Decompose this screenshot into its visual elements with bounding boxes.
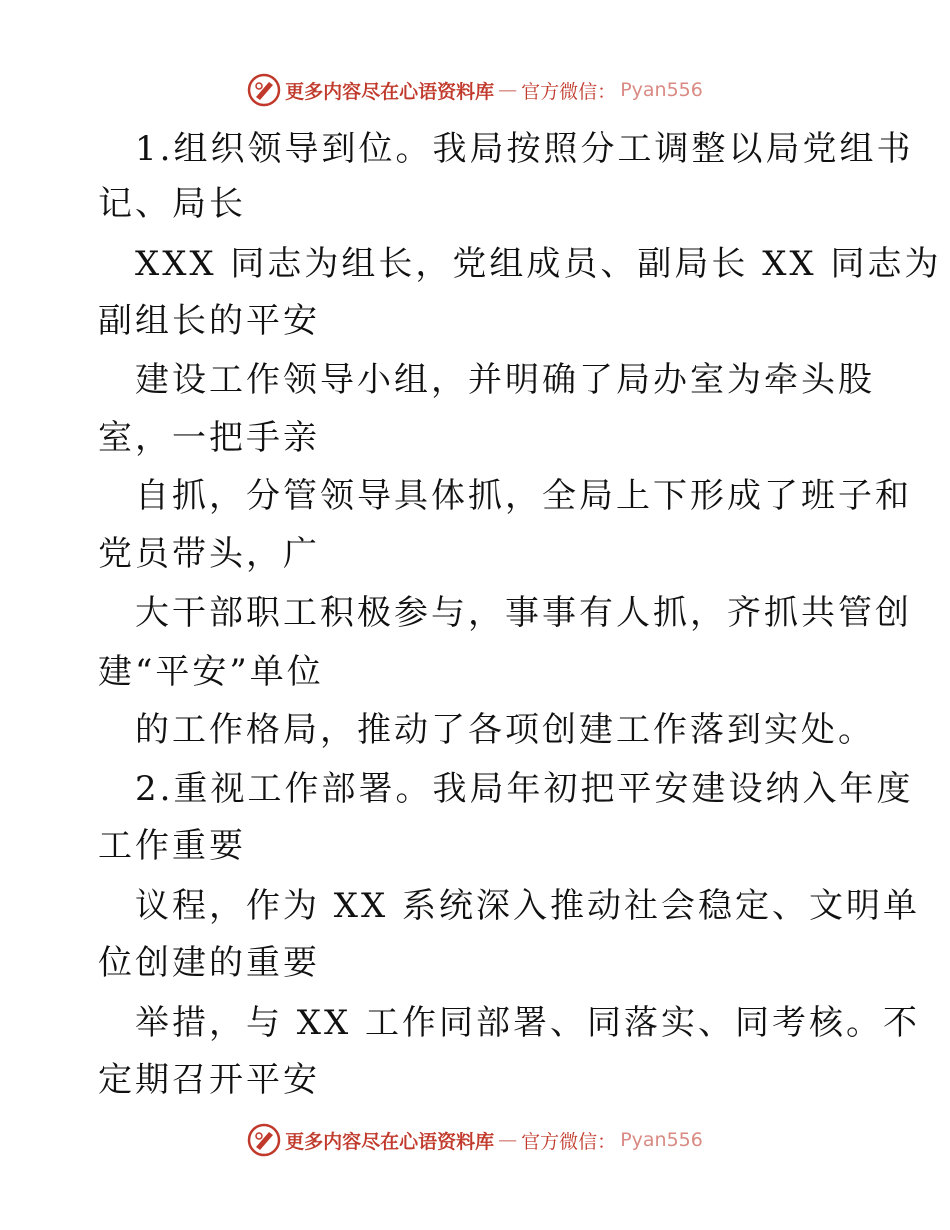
brand-logo-icon xyxy=(247,1123,281,1157)
banner-wechat-id: Pyan556 xyxy=(620,1129,703,1151)
header-banner xyxy=(0,70,950,110)
banner-wechat-label: 官方微信： xyxy=(521,80,617,103)
footer-banner xyxy=(0,1120,950,1160)
paragraph-line: 大干部职工积极参与，事事有人抓，齐抓共管创 xyxy=(135,593,912,633)
banner-wechat-label: 官方微信： xyxy=(521,1130,617,1153)
banner-brand-text: 更多内容尽在心语资料库 xyxy=(285,1130,495,1153)
banner-dash: — xyxy=(498,79,518,101)
paragraph-line: 党员带头，广 xyxy=(98,534,320,574)
paragraph-line: 定期召开平安 xyxy=(98,1060,320,1100)
paragraph-line: 的工作格局，推动了各项创建工作落到实处。 xyxy=(135,710,875,750)
paragraph-line: 记、局长 xyxy=(98,184,246,224)
paragraph-line: 建“平安”单位 xyxy=(98,652,324,692)
banner-brand-text: 更多内容尽在心语资料库 xyxy=(285,80,495,103)
paragraph-line: 2.重视工作部署。我局年初把平安建设纳入年度 xyxy=(135,769,914,809)
paragraph-line: 位创建的重要 xyxy=(98,943,320,983)
paragraph-line: XXX 同志为组长，党组成员、副局长 XX 同志为 xyxy=(135,244,942,284)
paragraph-line: 副组长的平安 xyxy=(98,301,320,341)
banner-wechat-id: Pyan556 xyxy=(620,79,703,101)
paragraph-line: 1.组织领导到位。我局按照分工调整以局党组书 xyxy=(135,129,914,169)
brand-logo-icon xyxy=(247,73,281,107)
paragraph-line: 室，一把手亲 xyxy=(98,418,320,458)
paragraph-line: 自抓，分管领导具体抓，全局上下形成了班子和 xyxy=(135,476,912,516)
paragraph-line: 议程，作为 XX 系统深入推动社会稳定、文明单 xyxy=(135,886,921,926)
banner-dash: — xyxy=(498,1129,518,1151)
paragraph-line: 举措，与 XX 工作同部署、同落实、同考核。不 xyxy=(135,1003,921,1043)
paragraph-line: 建设工作领导小组，并明确了局办室为牵头股 xyxy=(135,360,875,400)
paragraph-line: 工作重要 xyxy=(98,826,246,866)
